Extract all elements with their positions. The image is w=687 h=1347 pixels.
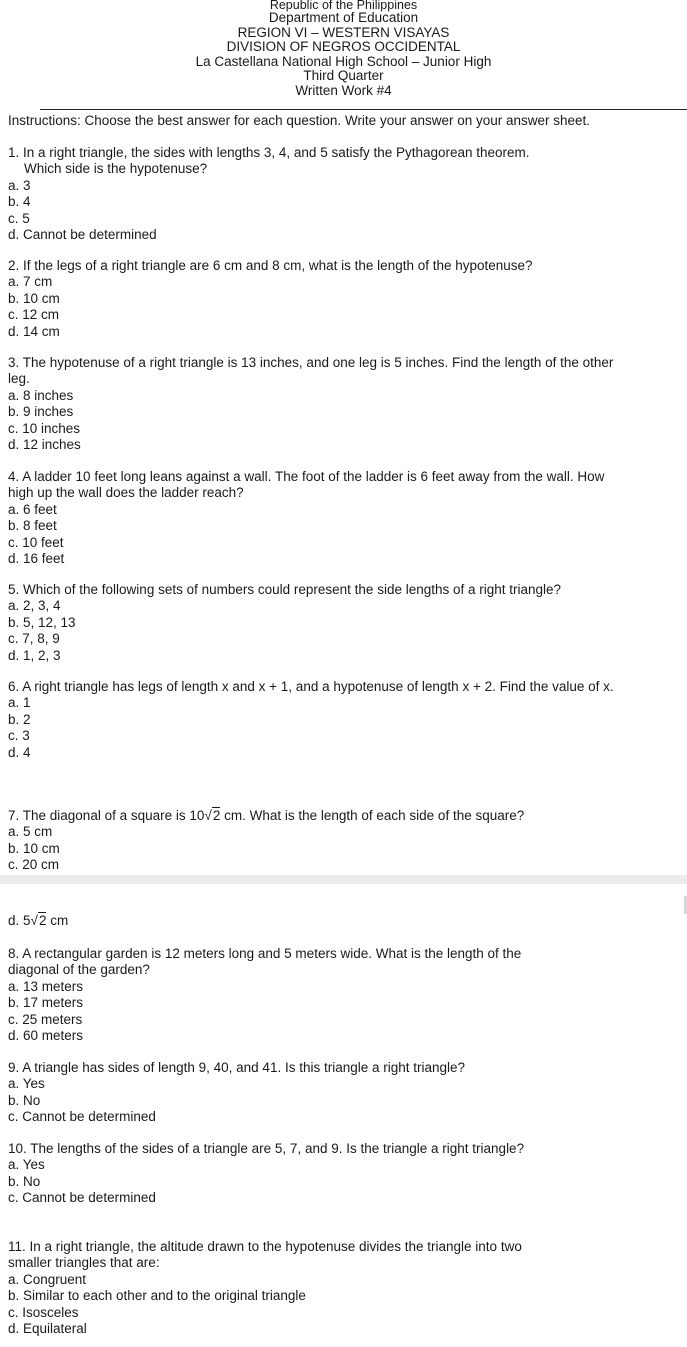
option-a: a. 1 bbox=[8, 695, 31, 711]
question-9 bbox=[8, 1060, 687, 1126]
option-b: b. 17 meters bbox=[8, 995, 84, 1011]
option-c: c. 5 bbox=[8, 210, 30, 226]
question-stem: 9. A triangle has sides of length 9, 40, and 41. Is this triangle a right triangle? bbox=[8, 1060, 466, 1075]
header-divider bbox=[40, 109, 687, 110]
option-text: cm bbox=[46, 913, 69, 928]
option-c: c. 10 inches bbox=[8, 420, 81, 436]
option-d: d. 4 bbox=[8, 744, 31, 760]
option-d: d. 1, 2, 3 bbox=[8, 647, 61, 663]
radical-sign: √ bbox=[30, 913, 38, 928]
option-d: d. 16 feet bbox=[8, 551, 65, 567]
question-stem bbox=[8, 808, 687, 824]
option-b: b. 10 cm bbox=[8, 840, 60, 856]
option-a: a. 13 meters bbox=[8, 978, 84, 994]
question-stem: high up the wall does the ladder reach? bbox=[8, 485, 244, 501]
question-stem: 2. If the legs of a right triangle are 6 cm and 8 cm, what is the length of the hypotenuse? bbox=[8, 258, 533, 273]
option-b: b. Similar to each other and to the original triangle bbox=[8, 1288, 306, 1304]
option-b: b. No bbox=[8, 1092, 41, 1108]
question-1 bbox=[8, 145, 687, 243]
instructions: Instructions: Choose the best answer for each question. Write your answer on your answer sheet. bbox=[8, 113, 591, 128]
question-3 bbox=[8, 355, 687, 453]
option-a: a. 3 bbox=[8, 177, 31, 193]
option-d bbox=[8, 913, 687, 929]
option-a: a. 5 cm bbox=[8, 824, 53, 840]
option-a: a. 6 feet bbox=[8, 501, 57, 517]
question-stem: 11. In a right triangle, the altitude drawn to the hypotenuse divides the triangle into two bbox=[8, 1239, 522, 1254]
option-a: a. 8 inches bbox=[8, 387, 74, 403]
scan-gap bbox=[0, 875, 687, 884]
question-stem: 1. In a right triangle, the sides with lengths 3, 4, and 5 satisfy the Pythagorean theorem. bbox=[8, 145, 530, 160]
option-d: d. Cannot be determined bbox=[8, 227, 157, 243]
option-c: c. Isosceles bbox=[8, 1304, 79, 1320]
option-d: d. 12 inches bbox=[8, 437, 81, 453]
question-stem: 8. A rectangular garden is 12 meters long and 5 meters wide. What is the length of the bbox=[8, 946, 522, 961]
stem-text: 7. The diagonal of a square is 10 bbox=[8, 808, 205, 823]
option-a: a. Yes bbox=[8, 1076, 45, 1092]
option-d: d. 14 cm bbox=[8, 323, 60, 339]
option-b: b. 10 cm bbox=[8, 290, 60, 306]
option-c: c. 12 cm bbox=[8, 307, 60, 323]
option-b: b. 2 bbox=[8, 711, 31, 727]
question-5 bbox=[8, 582, 687, 664]
question-stem: 3. The hypotenuse of a right triangle is 13 inches, and one leg is 5 inches. Find the length of the other bbox=[8, 355, 614, 370]
radicand: 2 bbox=[38, 913, 47, 928]
option-a: a. Congruent bbox=[8, 1271, 87, 1287]
division-line: DIVISION OF NEGROS OCCIDENTAL bbox=[226, 39, 461, 54]
question-4 bbox=[8, 469, 687, 567]
option-d: d. Equilateral bbox=[8, 1321, 87, 1337]
radical-sign: √ bbox=[204, 808, 212, 823]
option-b: b. 4 bbox=[8, 194, 31, 210]
question-8 bbox=[8, 946, 687, 1044]
question-7 bbox=[8, 808, 687, 874]
question-11 bbox=[8, 1239, 687, 1337]
quarter-line: Third Quarter bbox=[303, 68, 384, 83]
radicand: 2 bbox=[212, 808, 221, 823]
question-stem: 6. A right triangle has legs of length x and x + 1, and a hypotenuse of length x + 2. Find the value of x. bbox=[8, 679, 614, 694]
option-b: b. 8 feet bbox=[8, 518, 57, 534]
work-title: Written Work #4 bbox=[295, 82, 392, 98]
option-d: d. 60 meters bbox=[8, 1028, 84, 1044]
question-stem: leg. bbox=[8, 371, 30, 387]
square-root bbox=[204, 808, 220, 824]
republic-line: Republic of the Philippines bbox=[269, 0, 418, 12]
option-c: c. Cannot be determined bbox=[8, 1109, 156, 1125]
question-6 bbox=[8, 679, 687, 761]
option-a: a. Yes bbox=[8, 1157, 45, 1173]
stem-text: cm. What is the length of each side of the square? bbox=[220, 808, 525, 823]
question-stem: 4. A ladder 10 feet long leans against a wall. The foot of the ladder is 6 feet away from the wall. How bbox=[8, 469, 605, 484]
question-stem: 5. Which of the following sets of numbers could represent the side lengths of a right triangle? bbox=[8, 582, 562, 597]
question-stem: diagonal of the garden? bbox=[8, 962, 150, 978]
question-stem: Which side is the hypotenuse? bbox=[24, 161, 208, 177]
document-header bbox=[0, 0, 687, 98]
option-c: c. 20 cm bbox=[8, 857, 60, 873]
option-c: c. 10 feet bbox=[8, 534, 64, 550]
question-2 bbox=[8, 258, 687, 340]
question-stem: 10. The lengths of the sides of a triangle are 5, 7, and 9. Is the triangle a right triangle? bbox=[8, 1141, 525, 1156]
school-line: La Castellana National High School – Junior High bbox=[195, 53, 492, 69]
option-a: a. 2, 3, 4 bbox=[8, 598, 61, 614]
question-10 bbox=[8, 1141, 687, 1207]
option-b: b. No bbox=[8, 1173, 41, 1189]
option-c: c. Cannot be determined bbox=[8, 1190, 156, 1206]
region-line: REGION VI – WESTERN VISAYAS bbox=[237, 24, 450, 40]
square-root bbox=[31, 913, 47, 929]
option-a: a. 7 cm bbox=[8, 274, 53, 290]
department-line: Department of Education bbox=[268, 10, 419, 25]
option-b: b. 5, 12, 13 bbox=[8, 614, 76, 630]
option-b: b. 9 inches bbox=[8, 404, 74, 420]
option-c: c. 25 meters bbox=[8, 1011, 83, 1027]
option-c: c. 7, 8, 9 bbox=[8, 631, 60, 647]
question-stem: smaller triangles that are: bbox=[8, 1255, 160, 1271]
option-c: c. 3 bbox=[8, 728, 30, 744]
option-text: d. 5 bbox=[8, 913, 31, 928]
question-7-option-d bbox=[8, 913, 687, 929]
